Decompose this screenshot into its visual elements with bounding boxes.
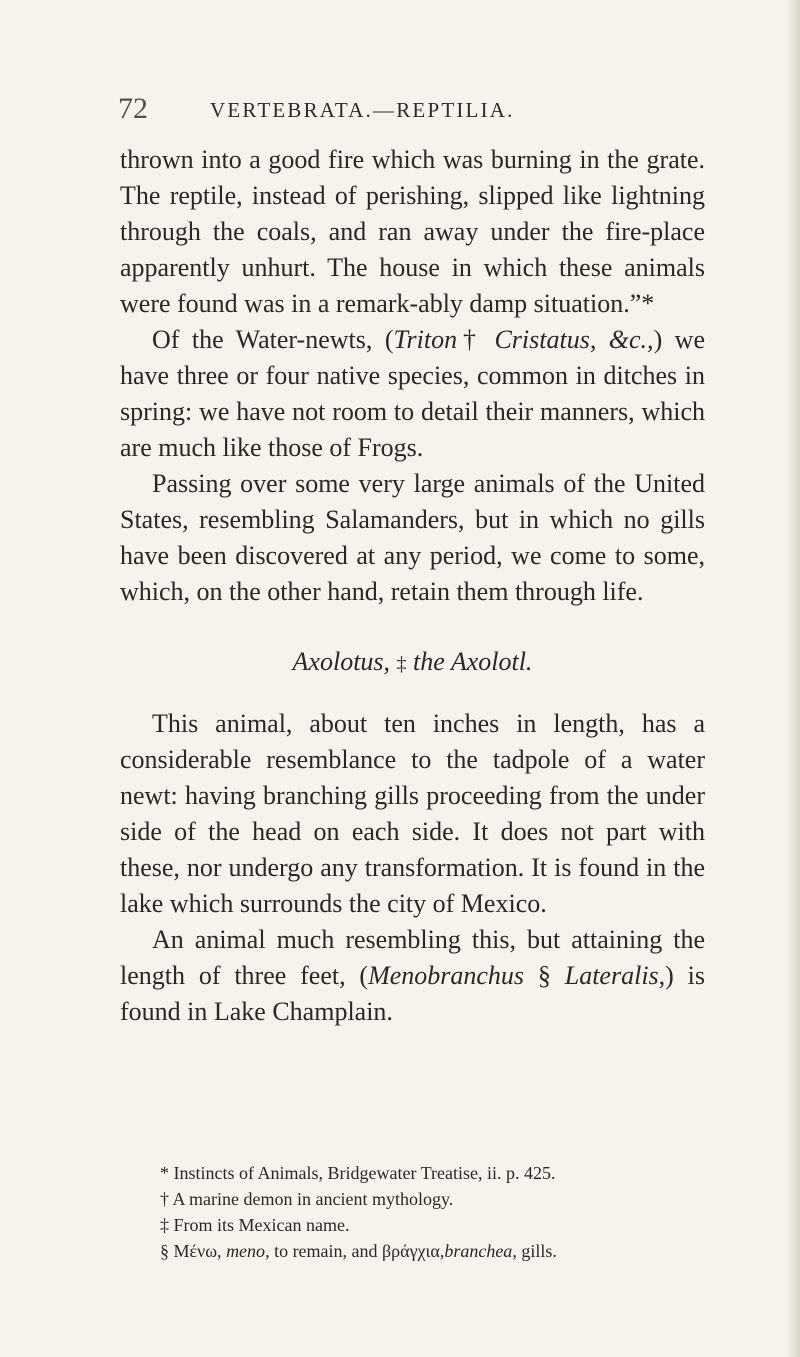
page-number: 72 — [118, 92, 148, 125]
p2-genus: Triton — [393, 325, 458, 354]
f4-branchea: branchea — [444, 1241, 513, 1261]
paragraph-4: This animal, about ten inches in length, has a considerable resemblance to the tadpole of a water newt: having branching gills proceeding from the under side of the head on each side. It does not part with these, nor undergo any transformation. It is found in the lake which surrounds the city of Mexico. — [120, 709, 705, 918]
footnote-4 — [120, 1238, 720, 1264]
paragraph-1: thrown into a good fire which was burning in the grate. The reptile, instead of perishing, slipped like lightning through the coals, and ran away under the fire-place apparently unhurt. The house in which these animals were found was in a remark-ably damp situation.”* — [120, 145, 705, 318]
footnote-1: * Instincts of Animals, Bridgewater Treatise, ii. p. 425. — [160, 1163, 556, 1183]
p2-lead: Of the Water-newts, ( — [152, 325, 394, 354]
footnotes — [120, 1160, 720, 1264]
heading-common: the Axolotl. — [413, 647, 533, 676]
footnote-2: † A marine demon in ancient mythology. — [160, 1189, 454, 1209]
paragraph-5 — [120, 922, 705, 1030]
p2-rest: ) we have three or four native species, common in ditches in spring: we have not room to detail their manners, which are much like those of Frogs. — [120, 325, 705, 462]
page-edge-shadow — [786, 0, 800, 1357]
paragraph-3: Passing over some very large animals of the United States, resembling Salamanders, but in which no gills have been discovered at any period, we come to some, which, on the other hand, retain them through life. — [120, 469, 705, 606]
body-text — [120, 142, 705, 1030]
running-head: VERTEBRATA.—REPTILIA. — [210, 98, 515, 122]
paragraph-2 — [120, 322, 705, 466]
section-heading — [120, 644, 705, 682]
f4-mid: , to remain, and βράγχια, — [265, 1241, 445, 1261]
heading-mark: ‡ — [396, 653, 407, 675]
f4-meno: meno — [226, 1241, 266, 1261]
p2-species: Cristatus, &c., — [494, 325, 654, 354]
p5-lead: An animal much resembling this, but attaining the length of three feet, ( — [120, 925, 705, 990]
footnote-3: ‡ From its Mexican name. — [160, 1215, 350, 1235]
f4-lead: § Μένω, — [160, 1241, 227, 1261]
p2-mark: † — [457, 325, 482, 354]
f4-end: , gills. — [512, 1241, 557, 1261]
heading-genus: Axolotus, — [292, 647, 391, 676]
page-header — [118, 92, 718, 132]
p5-rest: ) is found in Lake Champlain. — [120, 961, 706, 1026]
p5-genus: Menobranchus — [368, 961, 525, 990]
p5-species: Lateralis, — [564, 961, 666, 990]
p5-mark: § — [537, 961, 551, 990]
